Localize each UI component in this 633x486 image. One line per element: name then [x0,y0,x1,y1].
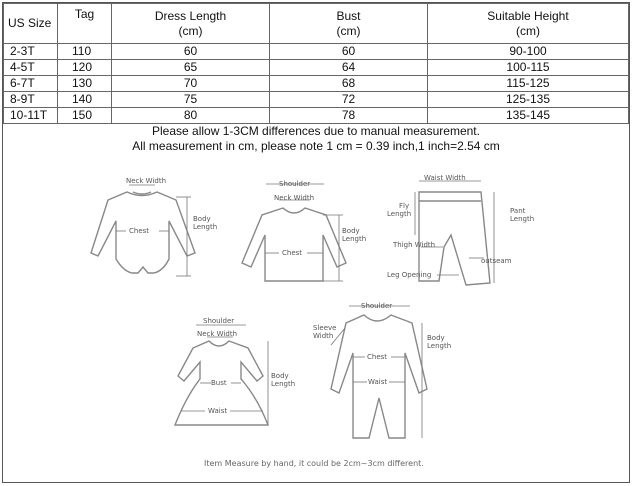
size-table [3,3,629,124]
cell-tag: 140 [58,92,112,108]
cell-bust: 68 [270,76,428,92]
header-dress-length-line2: (cm) [178,23,203,38]
pants-fly-label-2: Length [387,210,412,218]
pants-thigh-label: Thigh Width [393,241,436,249]
cell-tag: 130 [58,76,112,92]
bodysuit-neck-label: Neck Width [126,177,167,185]
bodysuit-body-label-1: Body [193,215,211,223]
cell-dress-length: 60 [112,44,270,60]
dress-waist-label: Waist [208,407,228,415]
romper-diagram [313,302,451,438]
bodysuit-diagram [91,177,217,276]
shirt-body-label-1: Body [342,227,360,235]
cell-bust: 72 [270,92,428,108]
cell-dress-length: 70 [112,76,270,92]
header-us-size: US Size [4,4,58,44]
cell-us-size: 6-7T [4,76,58,92]
pants-fly-label-1: Fly [399,202,410,210]
header-bust [270,4,428,44]
shirt-chest-label: Chest [282,249,303,257]
header-suitable-height [428,4,629,44]
dress-bust-label: Bust [211,379,227,387]
romper-body-label-2: Length [427,342,452,350]
header-tag: Tag [58,4,112,44]
cell-dress-length: 65 [112,60,270,76]
table-row [4,44,629,60]
cell-bust: 64 [270,60,428,76]
header-bust-line1: Bust [336,8,361,23]
dress-body-label-2: Length [271,380,296,388]
table-row [4,92,629,108]
header-height-line1: Suitable Height [487,8,569,23]
shirt-body-label-2: Length [342,235,367,243]
dress-shoulder-label: Shoulder [203,317,235,325]
dress-diagram [175,317,295,425]
cell-us-size: 2-3T [4,44,58,60]
cell-dress-length: 75 [112,92,270,108]
bodysuit-body-label-2: Length [193,223,218,231]
note-line-2: All measurement in cm, please note 1 cm = 0.39 inch,1 inch=2.54 cm [132,139,500,153]
shirt-diagram [242,180,366,281]
bodysuit-chest-label: Chest [129,227,150,235]
measure-footnote: Item Measure by hand, it could be 2cm~3cm different. [204,459,424,468]
dress-body-label-1: Body [271,372,289,380]
pants-waist-label: Waist Width [424,174,466,182]
table-header-row [4,4,629,44]
note-line-1: Please allow 1-3CM differences due to manual measurement. [152,124,480,138]
diagram-canvas [3,163,629,473]
romper-sleeve-label-1: Sleeve [313,324,337,332]
romper-waist-label: Waist [368,378,388,386]
cell-height: 115-125 [428,76,629,92]
header-dress-length [112,4,270,44]
romper-chest-label: Chest [367,353,388,361]
pants-pant-label-1: Pant [510,207,526,215]
size-chart [2,2,630,483]
romper-shoulder-label: Shoulder [361,302,393,310]
shirt-neck-label: Neck Width [274,194,315,202]
cell-bust: 60 [270,44,428,60]
pants-leg-label: Leg Opening [387,271,432,279]
cell-us-size: 8-9T [4,92,58,108]
cell-height: 100-115 [428,60,629,76]
cell-bust: 78 [270,108,428,124]
header-dress-length-line1: Dress Length [154,8,227,23]
cell-height: 125-135 [428,92,629,108]
romper-body-label-1: Body [427,334,445,342]
cell-tag: 150 [58,108,112,124]
cell-height: 90-100 [428,44,629,60]
table-row [4,76,629,92]
cell-height: 135-145 [428,108,629,124]
cell-us-size: 10-11T [4,108,58,124]
header-bust-line2: (cm) [336,23,361,38]
romper-sleeve-label-2: Width [313,332,334,340]
shirt-shoulder-label: Shoulder [279,180,311,188]
header-height-line2: (cm) [516,23,540,38]
cell-dress-length: 80 [112,108,270,124]
table-row [4,108,629,124]
pants-diagram [387,174,534,285]
table-row [4,60,629,76]
cell-tag: 120 [58,60,112,76]
measurement-diagrams [3,163,629,473]
cell-us-size: 4-5T [4,60,58,76]
measurement-notes [3,124,629,154]
pants-pant-label-2: Length [510,215,535,223]
cell-tag: 110 [58,44,112,60]
dress-neck-label: Neck Width [197,330,238,338]
pants-outseam-label: outseam [481,257,512,265]
